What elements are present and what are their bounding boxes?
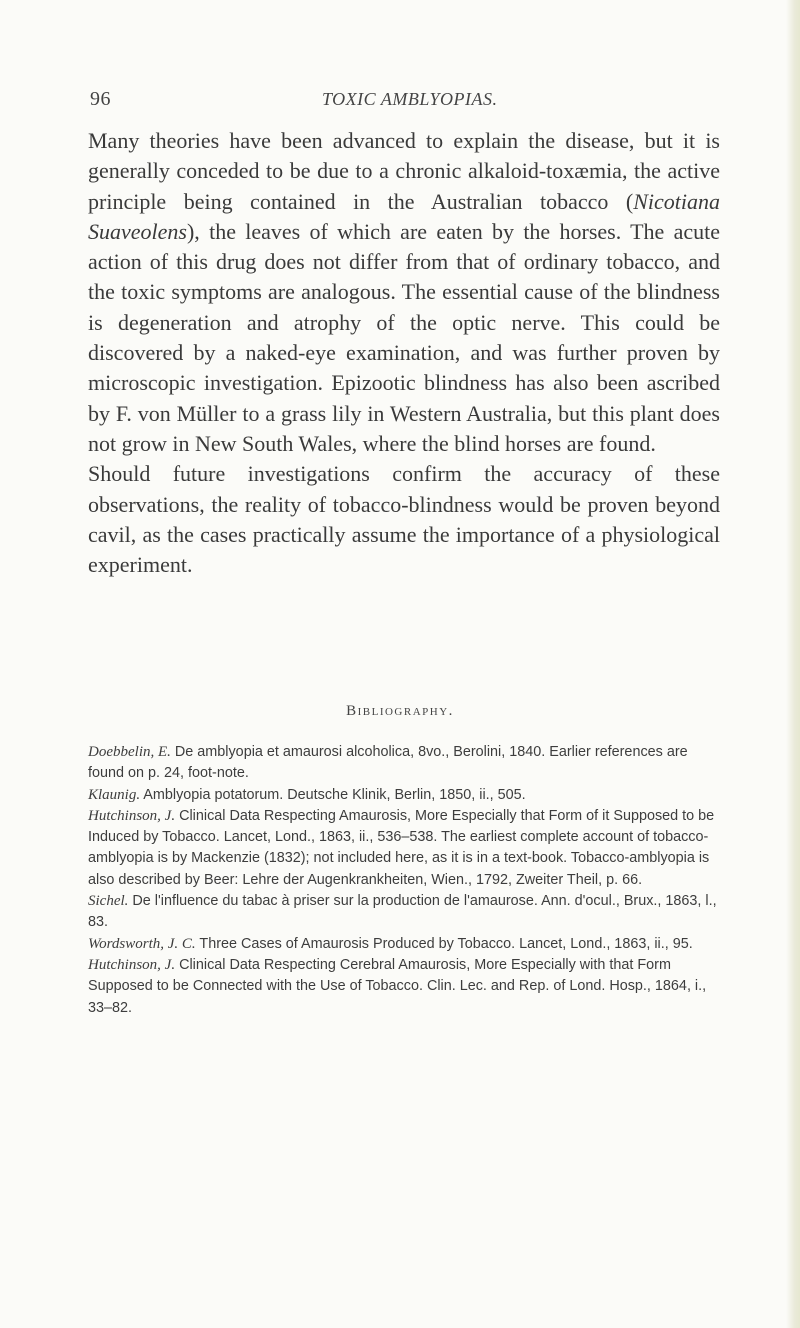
bibliography-list (88, 742, 722, 1019)
paragraph-2: Should future investigations confirm the accuracy of these observations, the reality of tobacco-blindness would be proven beyond cavil, as the cases practically assume the importance of a physiological experiment. (88, 461, 720, 578)
bib-author: Klaunig. (88, 786, 141, 803)
bibliography-entry (88, 785, 722, 806)
bib-author: Hutchinson, J. (88, 807, 176, 824)
page-edge-shadow (786, 0, 800, 1328)
paragraph-1 (88, 126, 720, 459)
bibliography-entry (88, 806, 722, 891)
bib-text: Amblyopia potatorum. Deutsche Klinik, Berlin, 1850, ii., 505. (140, 786, 526, 803)
bibliography-entry (88, 934, 722, 955)
running-head: TOXIC AMBLYOPIAS. (322, 89, 498, 109)
bib-author: Doebbelin, E. (88, 744, 171, 760)
bib-text: Clinical Data Respecting Cerebral Amaurosis, More Especially with that Form Supposed to be Connected with the Use of Tobacco. Clin. Lec. and Rep. of Lond. Hosp., 1864, i., 33–82. (88, 956, 707, 1016)
paragraph-1-part-2: ), the leaves of which are eaten by the horses. The acute action of this drug does not differ from that of ordinary tobacco, and the toxic symptoms are analogous. The essential cause of the blindness is degeneration and atrophy of the optic nerve. This could be discovered by a naked-eye examination, and was further proven by microscopic investigation. Epizootic blindness has also been ascribed by F. von Müller to a grass lily in Western Australia, but this plant does not grow in New South Wales, where the blind horses are found. (88, 218, 720, 456)
bib-text: De amblyopia et amaurosi alcoholica, 8vo., Berolini, 1840. Earlier references are found on p. 24, foot-note. (88, 744, 688, 782)
bibliography-entry (88, 742, 722, 785)
bibliography-entry (88, 955, 722, 1019)
paragraph-1-part-1: Many theories have been advanced to explain the disease, but it is generally conceded to be due to a chronic alkaloid-toxæmia, the active principle being contained in the Australian tobacco ( (88, 128, 720, 214)
bibliography-title: Bibliography. (346, 703, 454, 719)
bibliography-entry (88, 891, 722, 934)
page-number: 96 (90, 88, 111, 110)
bib-author: Sichel. (88, 893, 129, 910)
bib-text: De l'influence du tabac à priser sur la production de l'amaurose. Ann. d'ocul., Brux., 1863, l., 83. (88, 893, 717, 931)
page-header (90, 88, 730, 116)
bib-text: Clinical Data Respecting Amaurosis, More Especially that Form of it Supposed to be Induced by Tobacco. Lancet, Lond., 1863, ii., 536–538. The earliest complete account of tobacco-amblyopia is by Mackenzie (1832); not included here, as it is in a text-book. Tobacco-amblyopia is also described by Beer: Lehre der Augenkrankheiten, Wien., 1792, Zweiter Theil, p. 66. (88, 807, 715, 888)
species-name: Nicotiana Suaveolens (88, 188, 720, 244)
bib-text: Three Cases of Amaurosis Produced by Tobacco. Lancet, Lond., 1863, ii., 95. (195, 935, 693, 952)
bib-author: Hutchinson, J. (88, 956, 176, 973)
bib-author: Wordsworth, J. C. (88, 935, 196, 952)
body-text (88, 126, 720, 580)
